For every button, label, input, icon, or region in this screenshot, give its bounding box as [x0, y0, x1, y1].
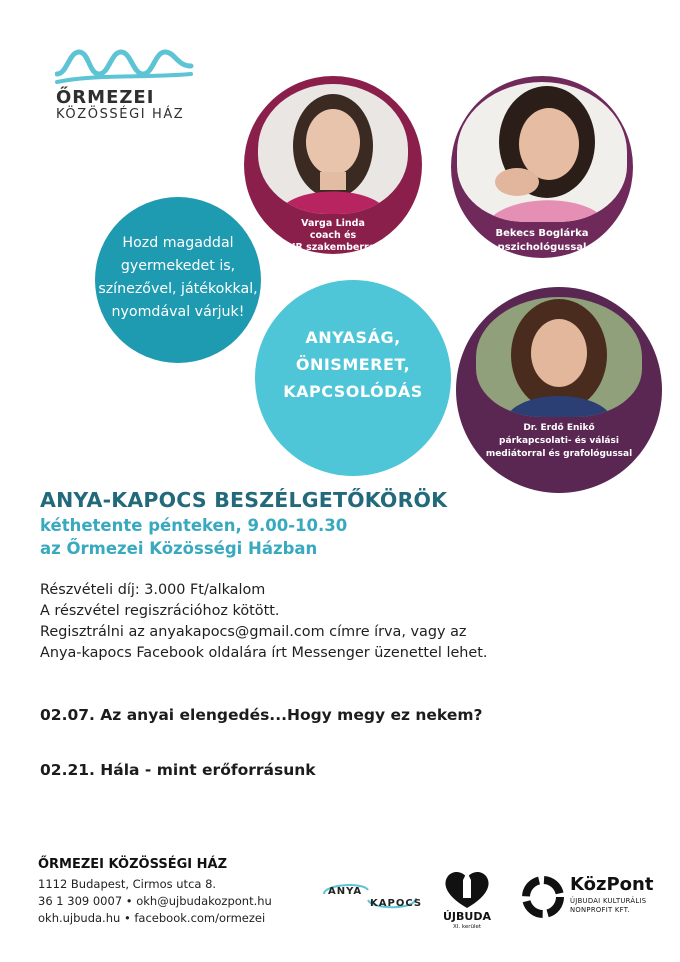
- speaker-photo: [258, 84, 408, 214]
- logo-title: ŐRMEZEI: [56, 87, 155, 108]
- speaker-name: Bekecs Boglárka: [495, 228, 589, 239]
- heart-tower-icon: [440, 866, 494, 910]
- venue-text: az Őrmezei Közösségi Házban: [40, 539, 318, 558]
- speaker-role: pszichológussal: [497, 242, 587, 253]
- speaker-role: mediátorral és grafológussal: [485, 449, 633, 459]
- anya-kapocs-logo: [320, 876, 423, 916]
- footer-contact: 36 1 309 0007 • okh@ujbudakozpont.hu: [38, 894, 272, 908]
- speaker-role: HR szakemberrel: [287, 242, 379, 253]
- speaker-role: coach és: [309, 230, 357, 241]
- portrait-icon: [476, 297, 642, 417]
- info-line: Hozd magaddal: [122, 235, 234, 251]
- speaker-caption: [244, 218, 422, 254]
- anya-kapocs-word: KAPOCS: [370, 898, 423, 909]
- speaker-name: Varga Linda: [301, 218, 365, 229]
- footer-org-name: ŐRMEZEI KÖZÖSSÉGI HÁZ: [38, 857, 227, 872]
- info-line: gyermekedet is,: [120, 258, 236, 274]
- ujbuda-logo: [440, 866, 494, 932]
- speaker-role: párkapcsolati- és válási: [499, 436, 619, 446]
- footer-address: 1112 Budapest, Cirmos utca 8.: [38, 877, 217, 891]
- kozpont-icon: [520, 874, 566, 920]
- info-line: nyomdával várjuk!: [111, 304, 245, 320]
- footer-web: okh.ujbuda.hu • facebook.com/ormezei: [38, 911, 266, 925]
- theme-bubble-text: [255, 324, 451, 405]
- speaker-caption: [456, 422, 662, 461]
- event-item: 02.21. Hála - mint erőforrásunk: [40, 761, 316, 779]
- info-line: színezővel, játékokkal,: [98, 281, 258, 297]
- speaker-name: Dr. Erdő Enikő: [523, 423, 595, 433]
- theme-line: KAPCSOLÓDÁS: [283, 382, 423, 401]
- speaker-photo: [476, 297, 642, 417]
- speaker-caption: [451, 227, 633, 255]
- portrait-icon: [258, 84, 408, 214]
- schedule-text: kéthetente pénteken, 9.00-10.30: [40, 516, 348, 535]
- kozpont-title: KözPont: [570, 874, 654, 895]
- info-registration: A részvétel regiszrációhoz kötött.: [40, 603, 280, 619]
- anya-kapocs-word: ANYA: [328, 886, 363, 897]
- info-registration-messenger: Anya-kapocs Facebook oldalára írt Messenger üzenettel lehet.: [40, 645, 488, 661]
- speaker-card-bekecs: [451, 76, 633, 258]
- speaker-card-varga: [244, 76, 422, 254]
- speaker-photo: [457, 82, 627, 222]
- logo-waves-icon: [55, 44, 195, 84]
- info-registration-how: Regisztrálni az anyakapocs@gmail.com címre írva, vagy az: [40, 624, 467, 640]
- info-fee: Részvételi díj: 3.000 Ft/alkalom: [40, 582, 266, 598]
- kozpont-logo: [520, 872, 660, 922]
- speaker-card-erdo: [456, 287, 662, 493]
- info-bubble-text: [95, 232, 261, 324]
- kozpont-subtitle: NONPROFIT KFT.: [570, 906, 630, 914]
- event-item: 02.07. Az anyai elengedés...Hogy megy ez nekem?: [40, 706, 483, 724]
- theme-line: ANYASÁG,: [305, 328, 401, 347]
- logo-subtitle: KÖZÖSSÉGI HÁZ: [56, 107, 185, 122]
- ujbuda-text: ÚJBUDA: [443, 910, 491, 923]
- page-title: ANYA-KAPOCS BESZÉLGETŐKÖRÖK: [40, 488, 448, 512]
- ujbuda-subtext: XI. kerület: [452, 924, 482, 930]
- theme-line: ÖNISMERET,: [295, 355, 411, 374]
- portrait-icon: [457, 82, 627, 222]
- kozpont-subtitle: ÚJBUDAI KULTURÁLIS: [570, 897, 647, 905]
